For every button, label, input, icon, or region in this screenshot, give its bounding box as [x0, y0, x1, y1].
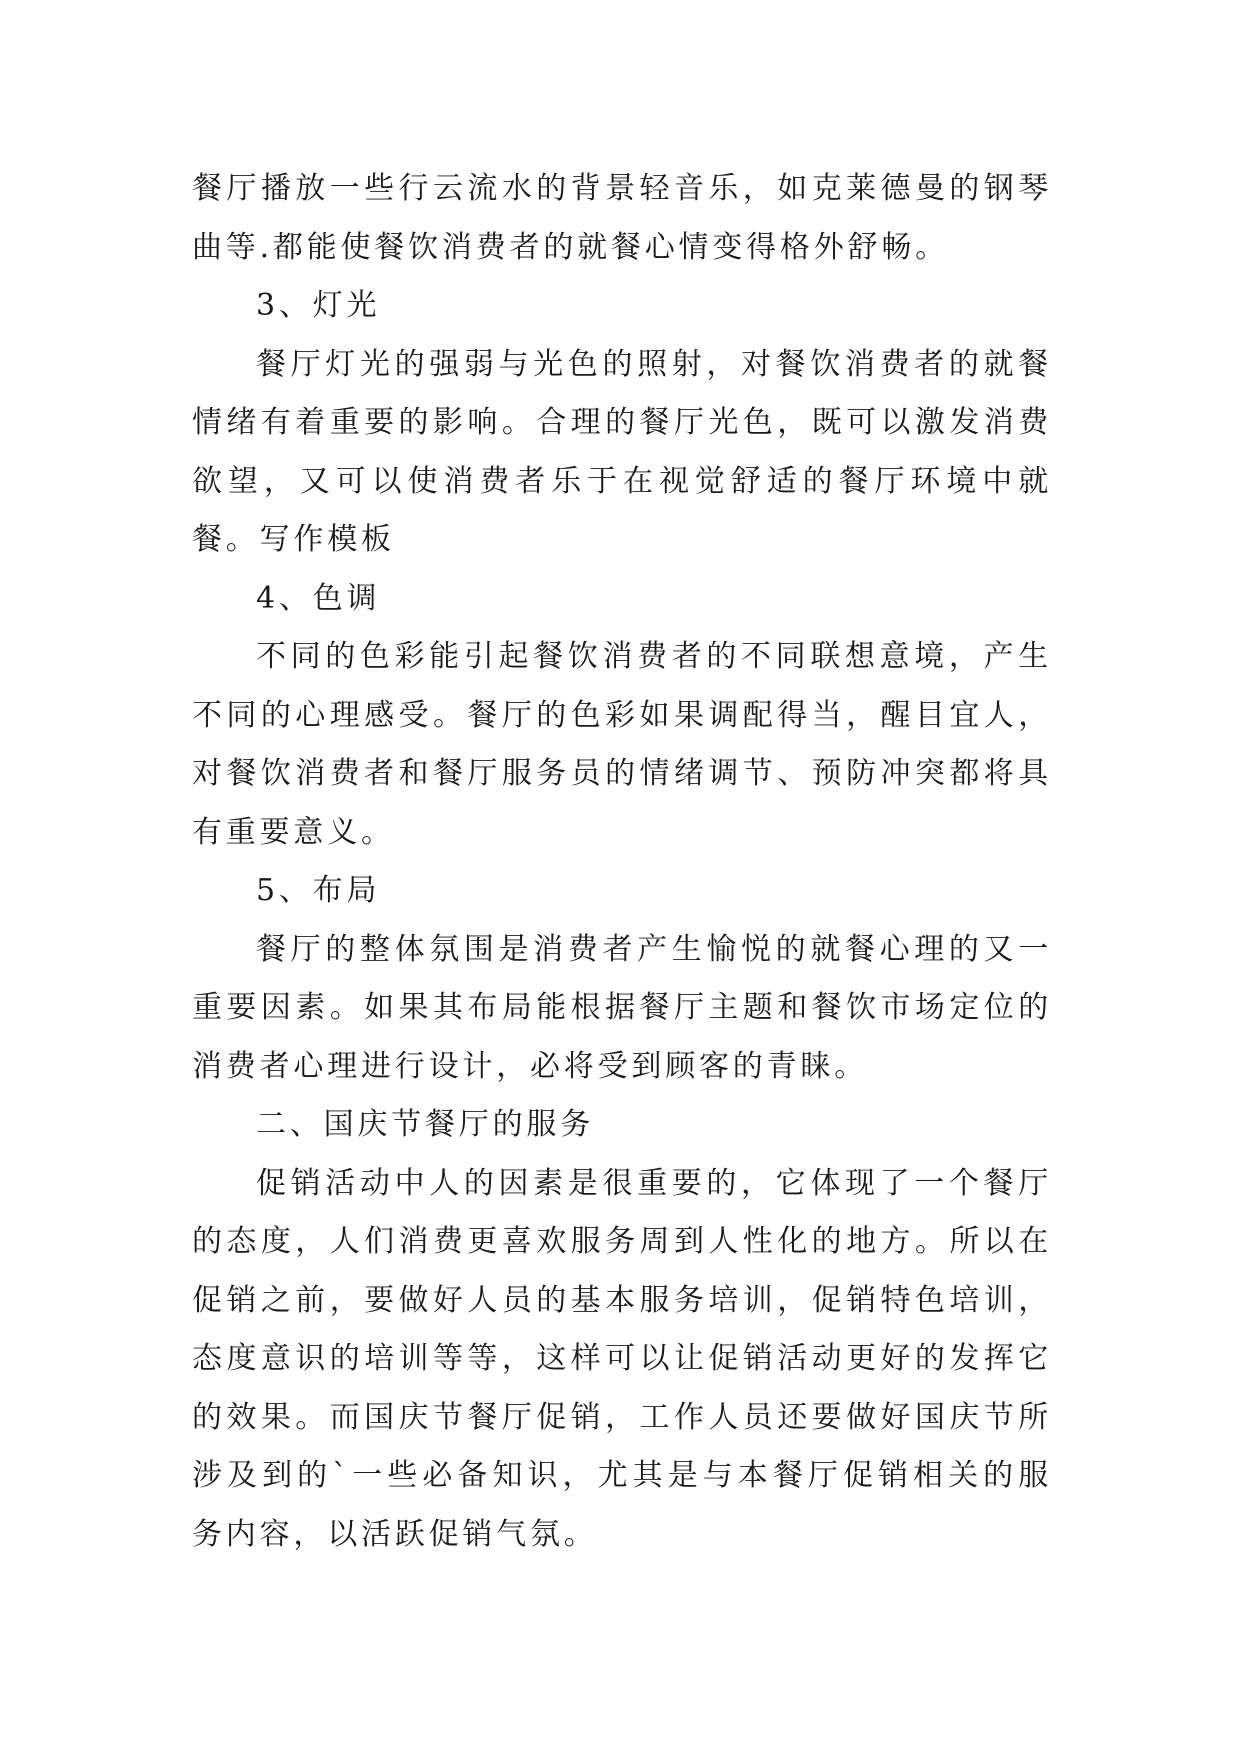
paragraph-color-tone: 不同的色彩能引起餐饮消费者的不同联想意境，产生不同的心理感受。餐厅的色彩如果调配得当，醒目宜人，对餐饮消费者和餐厅服务员的情绪调节、预防冲突都将具有重要意义。 [192, 639, 1052, 850]
paragraph-lighting: 餐厅灯光的强弱与光色的照射，对餐饮消费者的就餐情绪有着重要的影响。合理的餐厅光色，既可以激发消费欲望，又可以使消费者乐于在视觉舒适的餐厅环境中就餐。写作模板 [192, 346, 1052, 557]
heading-service: 二、国庆节餐厅的服务 [256, 1107, 594, 1142]
paragraph-service: 促销活动中人的因素是很重要的，它体现了一个餐厅的态度，人们消费更喜欢服务周到人性化的地方。所以在促销之前，要做好人员的基本服务培训，促销特色培训，态度意识的培训等等，这样可以让促销活动更好的发挥它的效果。而国庆节餐厅促销，工作人员还要做好国庆节所涉及到的`一些必备知识，尤其是与本餐厅促销相关的服务内容，以活跃促销气氛。 [192, 1165, 1052, 1552]
paragraph-music-continuation: 餐厅播放一些行云流水的背景轻音乐，如克莱德曼的钢琴曲等.都能使餐饮消费者的就餐心情变得格外舒畅。 [192, 171, 1052, 265]
paragraph-layout: 餐厅的整体氛围是消费者产生愉悦的就餐心理的又一重要因素。如果其布局能根据餐厅主题和餐饮市场定位的消费者心理进行设计，必将受到顾客的青睐。 [192, 931, 1052, 1084]
heading-color-tone: 4、色调 [256, 580, 381, 616]
document-body [192, 160, 1052, 1564]
heading-layout: 5、布局 [256, 873, 381, 908]
heading-lighting: 3、灯光 [256, 288, 381, 323]
